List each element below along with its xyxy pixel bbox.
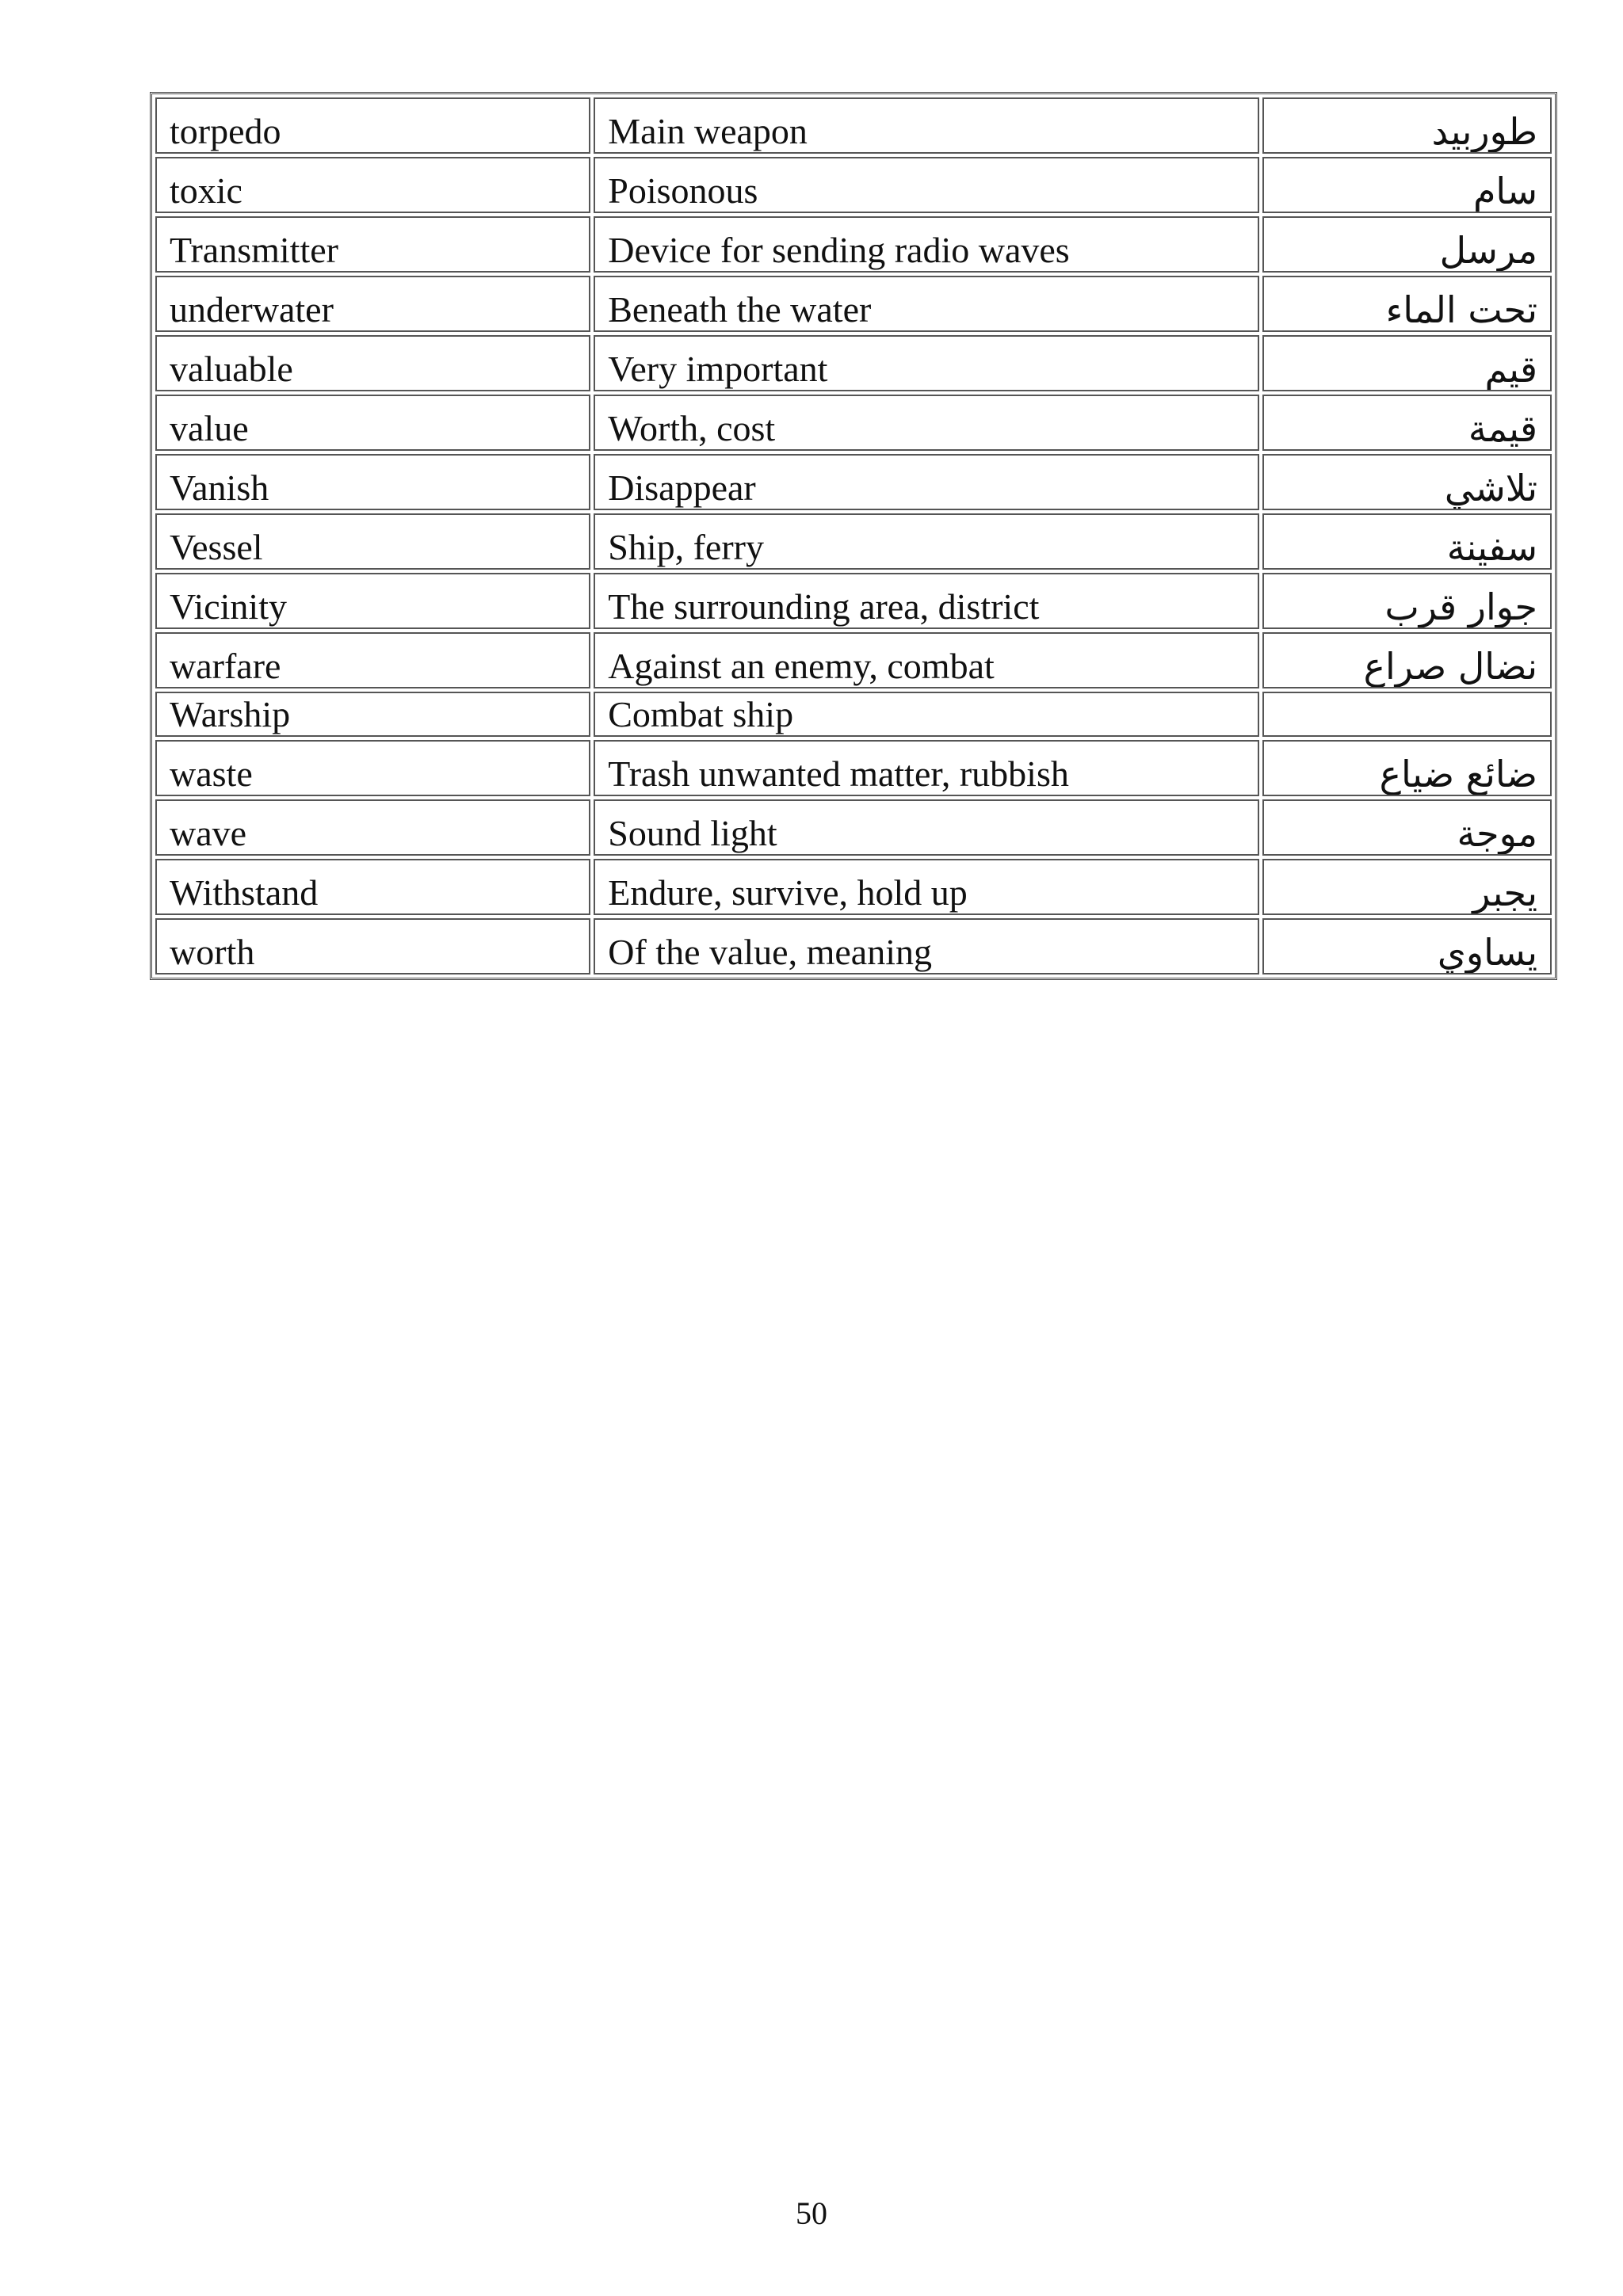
definition-cell: The surrounding area, district <box>594 573 1259 629</box>
arabic-cell: طوربيد <box>1262 97 1552 154</box>
term-cell: value <box>155 395 590 451</box>
definition-cell: Of the value, meaning <box>594 918 1259 974</box>
definition-cell: Against an enemy, combat <box>594 632 1259 688</box>
definition-cell: Ship, ferry <box>594 513 1259 570</box>
definition-cell: Device for sending radio waves <box>594 216 1259 273</box>
term-cell: toxic <box>155 157 590 213</box>
arabic-cell: جوار قرب <box>1262 573 1552 629</box>
definition-cell: Worth, cost <box>594 395 1259 451</box>
term-cell: waste <box>155 740 590 796</box>
arabic-cell: مرسل <box>1262 216 1552 273</box>
table-row <box>155 513 1552 570</box>
page-number: 50 <box>796 2195 827 2231</box>
arabic-cell: يساوي <box>1262 918 1552 974</box>
arabic-cell: موجة <box>1262 799 1552 856</box>
term-cell: Warship <box>155 692 590 737</box>
term-cell: worth <box>155 918 590 974</box>
table-row <box>155 276 1552 332</box>
definition-cell: Endure, survive, hold up <box>594 859 1259 915</box>
arabic-cell: قيم <box>1262 335 1552 391</box>
glossary-body <box>155 97 1552 974</box>
table-row <box>155 216 1552 273</box>
table-row <box>155 632 1552 688</box>
definition-cell: Disappear <box>594 454 1259 510</box>
definition-cell: Trash unwanted matter, rubbish <box>594 740 1259 796</box>
arabic-cell <box>1262 692 1552 737</box>
term-cell: Transmitter <box>155 216 590 273</box>
table-row <box>155 692 1552 737</box>
arabic-cell: قيمة <box>1262 395 1552 451</box>
term-cell: underwater <box>155 276 590 332</box>
table-row <box>155 573 1552 629</box>
term-cell: Withstand <box>155 859 590 915</box>
arabic-cell: يجبر <box>1262 859 1552 915</box>
table-row <box>155 454 1552 510</box>
term-cell: Vicinity <box>155 573 590 629</box>
table-row <box>155 799 1552 856</box>
term-cell: wave <box>155 799 590 856</box>
table-row <box>155 395 1552 451</box>
term-cell: torpedo <box>155 97 590 154</box>
definition-cell: Combat ship <box>594 692 1259 737</box>
term-cell: warfare <box>155 632 590 688</box>
arabic-cell: تلاشي <box>1262 454 1552 510</box>
table-row <box>155 335 1552 391</box>
glossary-table <box>150 92 1557 980</box>
definition-cell: Beneath the water <box>594 276 1259 332</box>
arabic-cell: نضال صراع <box>1262 632 1552 688</box>
arabic-cell: سفينة <box>1262 513 1552 570</box>
term-cell: Vessel <box>155 513 590 570</box>
table-row <box>155 859 1552 915</box>
table-row <box>155 97 1552 154</box>
term-cell: Vanish <box>155 454 590 510</box>
table-row <box>155 918 1552 974</box>
definition-cell: Main weapon <box>594 97 1259 154</box>
definition-cell: Sound light <box>594 799 1259 856</box>
table-row <box>155 157 1552 213</box>
definition-cell: Very important <box>594 335 1259 391</box>
definition-cell: Poisonous <box>594 157 1259 213</box>
arabic-cell: تحت الماء <box>1262 276 1552 332</box>
term-cell: valuable <box>155 335 590 391</box>
arabic-cell: ضائع ضياع <box>1262 740 1552 796</box>
table-row <box>155 740 1552 796</box>
arabic-cell: سام <box>1262 157 1552 213</box>
